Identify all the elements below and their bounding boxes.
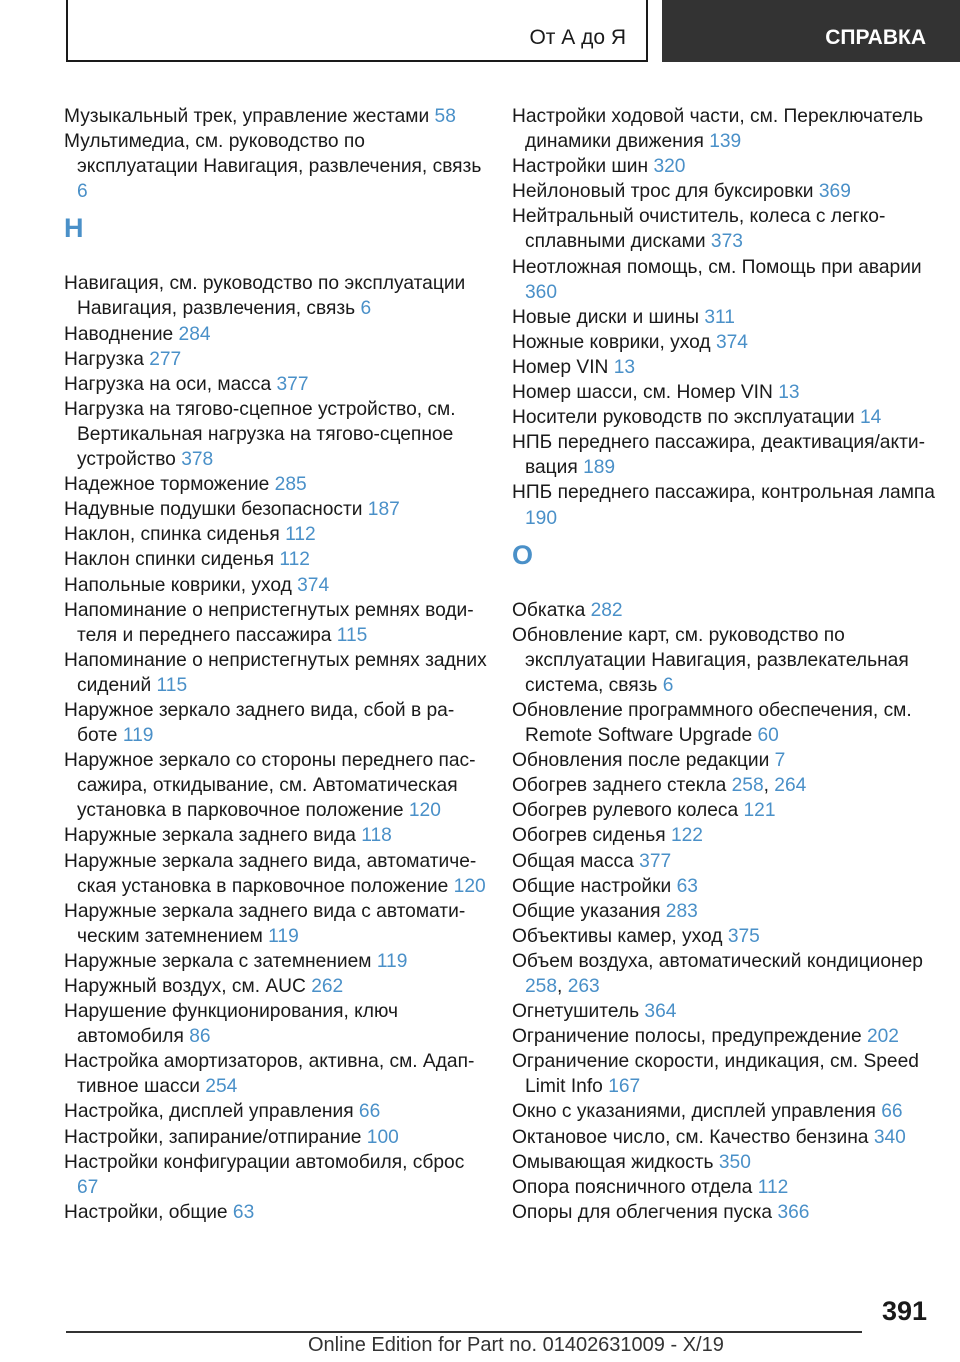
index-entry <box>512 380 936 405</box>
page-ref-link[interactable]: 14 <box>859 407 882 429</box>
page-ref-link[interactable]: 285 <box>274 474 307 496</box>
page-ref-link[interactable]: 258 <box>731 775 764 797</box>
index-entry-text: Обогрев сиденья <box>512 825 671 847</box>
index-entry-text: Нагрузка <box>64 348 150 370</box>
page-ref-link[interactable]: 122 <box>670 825 703 847</box>
index-entry-text: Общая масса <box>512 850 640 872</box>
page-ref-link[interactable]: 373 <box>710 231 743 253</box>
index-entry <box>64 698 488 748</box>
page-ref-link[interactable]: 6 <box>662 674 674 696</box>
index-entry <box>512 179 936 204</box>
page-ref-link[interactable]: 86 <box>189 1026 211 1048</box>
index-entry-text: Наводнение <box>64 323 179 345</box>
index-entry <box>512 773 936 798</box>
index-entry <box>512 849 936 874</box>
page-ref-link[interactable]: 115 <box>156 674 188 696</box>
page-ref-link[interactable]: 120 <box>453 875 486 897</box>
footer-divider <box>66 1331 862 1333</box>
page-ref-link[interactable]: 375 <box>727 925 760 947</box>
page-ref-link[interactable]: 377 <box>276 373 309 395</box>
page-number: 391 <box>882 1296 928 1326</box>
index-entry <box>64 1049 488 1099</box>
index-entry-text: Номер VIN <box>512 356 614 378</box>
index-letter-heading: Н <box>64 213 84 244</box>
index-entry <box>512 924 936 949</box>
page-ref-link[interactable]: 7 <box>774 750 786 772</box>
page-ref-link[interactable]: 283 <box>665 900 698 922</box>
index-entry-text: Обогрев заднего стекла <box>512 775 732 797</box>
index-entry <box>64 573 488 598</box>
page-ref-link[interactable]: 350 <box>718 1151 751 1173</box>
index-entry <box>512 698 936 748</box>
page-ref-link[interactable]: 202 <box>866 1026 899 1048</box>
page-ref-link[interactable]: 119 <box>376 950 408 972</box>
index-entry-text: Настройки шин <box>512 156 654 178</box>
page-ref-link[interactable]: 311 <box>704 306 735 328</box>
index-entry-text: Напоминание о непристегнутых ремнях задних сидений <box>64 649 487 696</box>
index-entry <box>512 1099 936 1124</box>
page-ref-link[interactable]: 282 <box>590 599 623 621</box>
index-entry-text: Настройки конфигурации автомобиля, сброс <box>64 1151 465 1173</box>
page-ref-link[interactable]: 263 <box>567 976 600 997</box>
index-entry <box>512 798 936 823</box>
header-section-block <box>662 0 960 62</box>
index-entry-text: Обновления после редакции <box>512 750 775 772</box>
index-entry <box>64 1099 488 1124</box>
index-entry-text: НПБ переднего пассажира, контрольная лампа <box>512 482 935 504</box>
index-entry-text: Навигация, см. руководство по эксплуатации Навигация, развлечения, связь <box>64 273 466 320</box>
page-ref-link[interactable]: 366 <box>777 1201 810 1223</box>
index-entry-text: Музыкальный трек, управление жестами <box>64 106 435 127</box>
index-entry-text: Наружное зеркало со стороны переднего пассажира, откидывание, см. Автоматическая установка в парковочное положение <box>64 750 476 822</box>
index-entry <box>64 271 488 321</box>
page-ref-link[interactable]: 190 <box>525 507 558 529</box>
index-entry-text: Нейлоновый трос для буксировки <box>512 181 819 203</box>
index-entry <box>64 522 488 547</box>
page-ref-link[interactable]: 378 <box>181 449 214 471</box>
page-ref-link[interactable]: 262 <box>311 976 344 997</box>
page-ref-link[interactable]: 189 <box>583 457 616 479</box>
index-entry-text: Объективы камер, уход <box>512 925 728 947</box>
index-entry <box>512 899 936 924</box>
page-ref-link[interactable]: 167 <box>608 1076 641 1098</box>
index-entry <box>64 497 488 522</box>
page-ref-link[interactable]: 187 <box>367 499 400 521</box>
index-entry-text: Нарушение функционирования, ключ автомобиля <box>64 1001 398 1048</box>
index-entry-text: Наружный воздух, см. AUC <box>64 976 312 997</box>
page-ref-link[interactable]: 112 <box>279 549 310 571</box>
index-column-left <box>64 104 488 1225</box>
index-entry-text: Ножные коврики, уход <box>512 331 716 353</box>
page-ref-link[interactable]: 112 <box>285 524 316 546</box>
page-ref-separator: , <box>763 775 775 797</box>
index-entry <box>64 823 488 848</box>
page-ref-link[interactable]: 118 <box>361 825 392 847</box>
header-section-label[interactable]: СПРАВКА <box>825 26 926 49</box>
index-entry-text: Октановое число, см. Качество бензина <box>512 1126 874 1148</box>
index-entry-text: Огнетушитель <box>512 1001 645 1023</box>
index-entry <box>64 547 488 572</box>
index-entry-text: Мультимедиа, см. руководство по эксплуатации Навигация, развлечения, связь <box>64 131 482 178</box>
index-entry <box>512 330 936 355</box>
index-entry <box>64 899 488 949</box>
index-entry-text: Нейтральный очиститель, колеса с легкосплавными дисками <box>512 206 886 253</box>
page-ref-link[interactable]: 63 <box>232 1201 255 1223</box>
index-entry <box>512 1175 936 1200</box>
index-entry-text: Обновление карт, см. руководство по эксплуатации Навигация, развлекательная система, связь <box>512 624 909 696</box>
index-entry-text: Омывающая жидкость <box>512 1151 719 1173</box>
index-entry <box>64 1125 488 1150</box>
index-entry-text: Нагрузка на тягово-сцепное устройство, см. Вертикальная нагрузка на тягово-сцепное устройство <box>64 398 456 471</box>
index-entry-text: Надувные подушки безопасности <box>64 499 368 521</box>
page-ref-link[interactable]: 254 <box>205 1076 238 1098</box>
index-entry <box>64 999 488 1049</box>
index-entry <box>64 347 488 372</box>
index-entry <box>512 1024 936 1049</box>
page-ref-link[interactable]: 377 <box>639 850 672 872</box>
page-ref-separator: , <box>557 976 568 997</box>
page-ref-link[interactable]: 284 <box>178 323 211 345</box>
page-ref-link[interactable]: 120 <box>408 800 441 822</box>
index-entry <box>64 472 488 497</box>
index-entry <box>512 104 936 154</box>
index-entry <box>512 305 936 330</box>
index-entry <box>64 129 488 204</box>
page-ref-link[interactable]: 121 <box>743 800 776 822</box>
index-entry <box>512 1049 936 1099</box>
index-entry-text: Неотложная помощь, см. Помощь при аварии <box>512 256 922 278</box>
index-entry <box>512 355 936 380</box>
page-ref-link[interactable]: 360 <box>525 281 558 303</box>
index-entry-text: Обкатка <box>512 599 591 621</box>
page-ref-link[interactable]: 115 <box>336 624 368 646</box>
index-entry <box>512 874 936 899</box>
page-ref-link[interactable]: 63 <box>676 875 698 897</box>
index-entry-text: Надежное торможение <box>64 474 275 496</box>
index-entry-text: Номер шасси, см. Номер VIN <box>512 382 779 404</box>
page-ref-link[interactable]: 139 <box>709 131 742 153</box>
page-ref-link[interactable]: 119 <box>268 925 299 947</box>
index-entry-text: Обновление программного обеспечения, см. Remote Software Upgrade <box>512 699 912 747</box>
page-ref-link[interactable]: 320 <box>653 156 686 178</box>
index-entry <box>64 598 488 648</box>
index-entry <box>512 748 936 773</box>
index-entry <box>512 405 936 430</box>
page-ref-link[interactable]: 66 <box>881 1101 903 1123</box>
header-tab-box <box>66 0 648 62</box>
page-ref-link[interactable]: 340 <box>873 1126 906 1148</box>
index-column-right <box>512 104 936 1225</box>
index-entry-text: Настройка, дисплей управления <box>64 1101 359 1123</box>
index-entry-text: Нагрузка на оси, масса <box>64 373 277 395</box>
index-entry <box>64 974 488 999</box>
index-entry-text: Опора поясничного отдела <box>512 1176 758 1198</box>
index-entry-text: Общие указания <box>512 900 666 922</box>
page-ref-link[interactable]: 277 <box>149 348 182 370</box>
index-entry <box>64 104 488 129</box>
index-entry <box>512 255 936 305</box>
index-entry-text: НПБ переднего пассажира, деактивация/активация <box>512 432 925 479</box>
index-entry-text: Окно с указаниями, дисплей управления <box>512 1101 882 1123</box>
index-entry-text: Ограничение скорости, индикация, см. Speed Limit Info <box>512 1051 919 1098</box>
index-entry-text: Общие настройки <box>512 875 677 897</box>
index-entry-text: Наружное зеркало заднего вида, сбой в работе <box>64 699 455 747</box>
index-entry-text: Напольные коврики, уход <box>64 574 298 596</box>
page-ref-link[interactable]: 58 <box>434 106 456 127</box>
index-entry <box>64 397 488 472</box>
page-ref-link[interactable]: 364 <box>644 1001 677 1023</box>
index-entry <box>512 1200 936 1225</box>
page-ref-link[interactable]: 66 <box>358 1101 381 1123</box>
index-entry <box>512 204 936 254</box>
index-entry-text: Наклон, спинка сиденья <box>64 524 286 546</box>
index-entry-text: Носители руководств по эксплуатации <box>512 407 860 429</box>
page-ref-link[interactable]: 369 <box>818 181 851 203</box>
page-ref-link[interactable]: 374 <box>715 331 748 353</box>
page-ref-link[interactable]: 13 <box>613 356 636 378</box>
index-entry <box>64 748 488 823</box>
index-entry <box>64 949 488 974</box>
page-ref-link[interactable]: 374 <box>297 574 330 596</box>
index-entry <box>64 372 488 397</box>
index-entry-text: Ограничение полосы, предупреждение <box>512 1026 867 1048</box>
index-entry <box>512 598 936 623</box>
index-entry <box>64 322 488 347</box>
index-entry <box>512 1150 936 1175</box>
index-entry-text: Наклон спинки сиденья <box>64 549 280 571</box>
index-entry <box>512 1125 936 1150</box>
index-entry <box>64 1200 488 1225</box>
page-ref-link[interactable]: 6 <box>77 181 88 203</box>
page-ref-link[interactable]: 60 <box>757 725 779 747</box>
index-entry-text: Объем воздуха, автоматический кондиционер <box>512 950 923 972</box>
index-entry-text: Наружные зеркала заднего вида, автоматическая установка в парковочное положение <box>64 850 477 897</box>
index-entry-text: Обогрев рулевого колеса <box>512 800 744 822</box>
page-ref-link[interactable]: 13 <box>778 382 800 404</box>
index-entry <box>512 154 936 179</box>
page-ref-link[interactable]: 258 <box>525 976 558 997</box>
page-ref-link[interactable]: 67 <box>77 1176 99 1198</box>
index-entry-text: Настройки, общие <box>64 1201 233 1223</box>
page-ref-link[interactable]: 6 <box>360 298 372 320</box>
header-tab-label[interactable]: От А до Я <box>529 26 626 49</box>
index-entry-text: Настройки ходовой части, см. Переключатель динамики движения <box>512 106 924 153</box>
index-entry <box>512 623 936 698</box>
index-entry <box>64 1150 488 1200</box>
index-entry-text: Наружные зеркала с затемнением <box>64 950 377 972</box>
page-ref-link[interactable]: 119 <box>122 725 154 747</box>
index-entry-text: Настройка амортизаторов, активна, см. Адаптивное шасси <box>64 1051 475 1098</box>
index-entry-text: Настройки, запирание/отпирание <box>64 1126 367 1148</box>
footer-edition-text: Online Edition for Part no. 01402631009 - X/19 <box>308 1334 724 1356</box>
index-entry <box>512 949 936 999</box>
index-entry-text: Новые диски и шины <box>512 306 705 328</box>
index-entry-text: Наружные зеркала заднего вида с автоматическим затемнением <box>64 900 466 947</box>
page-ref-link[interactable]: 264 <box>774 775 807 797</box>
index-entry-text: Наружные зеркала заднего вида <box>64 825 362 847</box>
index-entry <box>512 999 936 1024</box>
index-entry <box>64 648 488 698</box>
index-entry <box>64 849 488 899</box>
index-entry <box>512 823 936 848</box>
index-entry-text: Напоминание о непристегнутых ремнях водителя и переднего пассажира <box>64 599 474 646</box>
index-entry-text: Опоры для облегчения пуска <box>512 1201 778 1223</box>
page-ref-link[interactable]: 100 <box>366 1126 399 1148</box>
index-letter-heading: О <box>512 539 534 570</box>
index-entry <box>512 430 936 480</box>
page-ref-link[interactable]: 112 <box>757 1176 789 1198</box>
index-entry <box>512 480 936 530</box>
